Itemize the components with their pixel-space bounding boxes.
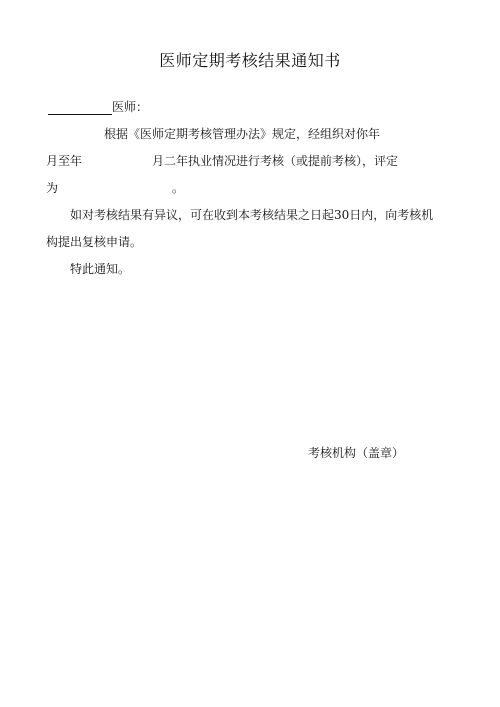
signature-line: 考核机构（盖章） [308,446,405,460]
period-start-text: 月至年 [46,154,83,168]
salutation-line [48,99,148,115]
body-line-1: 根据《医师定期考核管理办法》规定，经组织对你年 [104,127,381,141]
body-line-4: 如对考核结果有异议，可在收到本考核结果之日起30日内，向考核机 [70,208,434,222]
salutation-text: 医师： [112,100,149,114]
rating-prefix-text: 为 [46,181,59,195]
rating-suffix-text: 。 [172,181,185,195]
body-line-6: 特此通知。 [70,262,131,276]
period-end-text: 月二年执业情况进行考核（或提前考核），评定 [152,154,399,168]
page-title: 医师定期考核结果通知书 [159,51,341,70]
doctor-name-blank[interactable] [48,102,112,115]
body-line-3 [46,180,184,196]
body-line-5: 构提出复核申请。 [46,235,143,249]
body-line-2 [46,153,398,169]
